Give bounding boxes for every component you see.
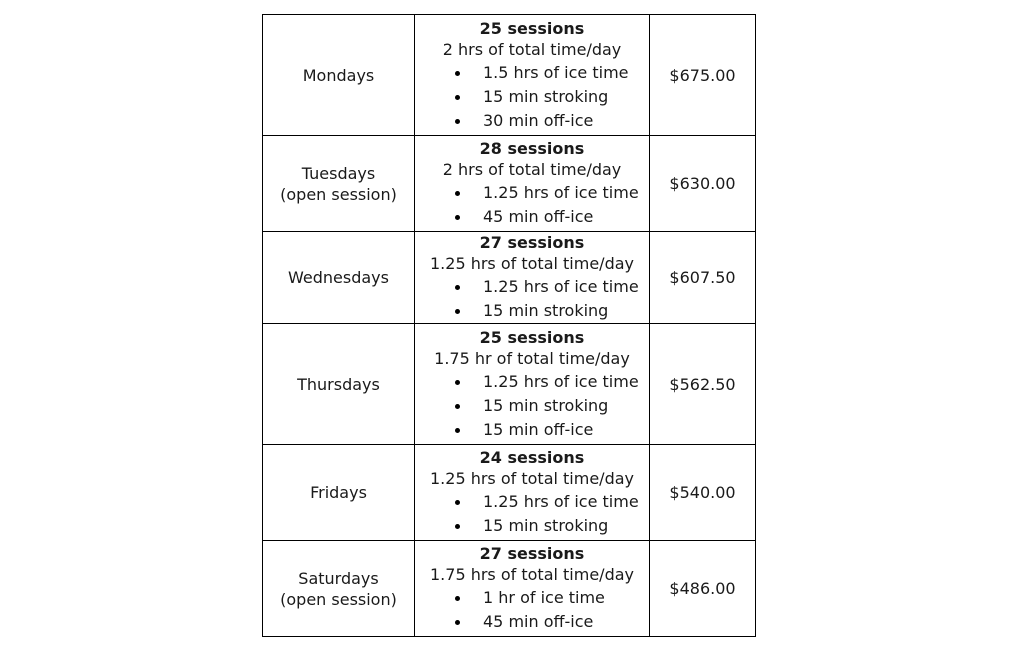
price-cell xyxy=(650,232,756,324)
list-item: 1.25 hrs of ice time xyxy=(415,490,649,514)
schedule-table xyxy=(262,14,756,637)
total-time: 1.75 hr of total time/day xyxy=(434,348,630,368)
session-count: 25 sessions xyxy=(479,327,585,347)
list-item: 1.5 hrs of ice time xyxy=(415,61,649,85)
day-cell xyxy=(263,445,415,541)
day-cell xyxy=(263,15,415,136)
breakdown-list xyxy=(415,586,649,634)
list-item: 1.25 hrs of ice time xyxy=(415,370,649,394)
breakdown-list xyxy=(415,370,649,442)
list-item: 15 min stroking xyxy=(415,299,649,323)
day-name: Thursdays xyxy=(297,374,380,394)
day-name: Tuesdays xyxy=(301,163,376,183)
schedule-body xyxy=(263,15,756,637)
list-item: 1 hr of ice time xyxy=(415,586,649,610)
total-time: 1.25 hrs of total time/day xyxy=(430,469,634,488)
list-item: 45 min off-ice xyxy=(415,610,649,634)
list-item: 15 min stroking xyxy=(415,394,649,418)
details-cell xyxy=(415,445,650,541)
price: $540.00 xyxy=(669,483,736,502)
day-note: (open session) xyxy=(280,589,397,609)
list-item: 45 min off-ice xyxy=(415,205,649,229)
session-count: 24 sessions xyxy=(479,448,585,467)
total-time: 2 hrs of total time/day xyxy=(442,160,622,179)
list-item: 15 min stroking xyxy=(415,514,649,538)
day-cell xyxy=(263,324,415,445)
breakdown-list xyxy=(415,181,649,229)
list-item: 15 min off-ice xyxy=(415,418,649,442)
list-item: 1.25 hrs of ice time xyxy=(415,275,649,299)
day-cell xyxy=(263,136,415,232)
day-name: Wednesdays xyxy=(288,268,389,287)
table-row xyxy=(263,324,756,445)
price-cell xyxy=(650,15,756,136)
table-row xyxy=(263,541,756,637)
session-count: 25 sessions xyxy=(479,18,585,38)
list-item: 1.25 hrs of ice time xyxy=(415,181,649,205)
list-item: 30 min off-ice xyxy=(415,109,649,133)
price: $675.00 xyxy=(669,65,736,85)
session-count: 28 sessions xyxy=(479,139,585,158)
table-row xyxy=(263,232,756,324)
list-item: 15 min stroking xyxy=(415,85,649,109)
day-name: Fridays xyxy=(310,483,367,502)
day-note: (open session) xyxy=(280,184,397,204)
price: $562.50 xyxy=(669,374,736,394)
details-cell xyxy=(415,232,650,324)
details-cell xyxy=(415,136,650,232)
table-row xyxy=(263,445,756,541)
price-cell xyxy=(650,541,756,637)
price-cell xyxy=(650,445,756,541)
table-row xyxy=(263,15,756,136)
session-count: 27 sessions xyxy=(479,544,585,563)
total-time: 1.25 hrs of total time/day xyxy=(430,254,634,273)
day-name: Saturdays xyxy=(298,568,379,588)
day-cell xyxy=(263,541,415,637)
breakdown-list xyxy=(415,490,649,538)
breakdown-list xyxy=(415,61,649,133)
price: $630.00 xyxy=(669,174,736,193)
session-count: 27 sessions xyxy=(479,233,585,252)
total-time: 2 hrs of total time/day xyxy=(442,39,622,59)
price: $607.50 xyxy=(669,268,736,287)
day-name: Mondays xyxy=(302,65,375,85)
day-cell xyxy=(263,232,415,324)
details-cell xyxy=(415,324,650,445)
total-time: 1.75 hrs of total time/day xyxy=(430,565,634,584)
table-row xyxy=(263,136,756,232)
details-cell xyxy=(415,541,650,637)
price-cell xyxy=(650,136,756,232)
price-cell xyxy=(650,324,756,445)
details-cell xyxy=(415,15,650,136)
breakdown-list xyxy=(415,275,649,323)
price: $486.00 xyxy=(669,579,736,598)
